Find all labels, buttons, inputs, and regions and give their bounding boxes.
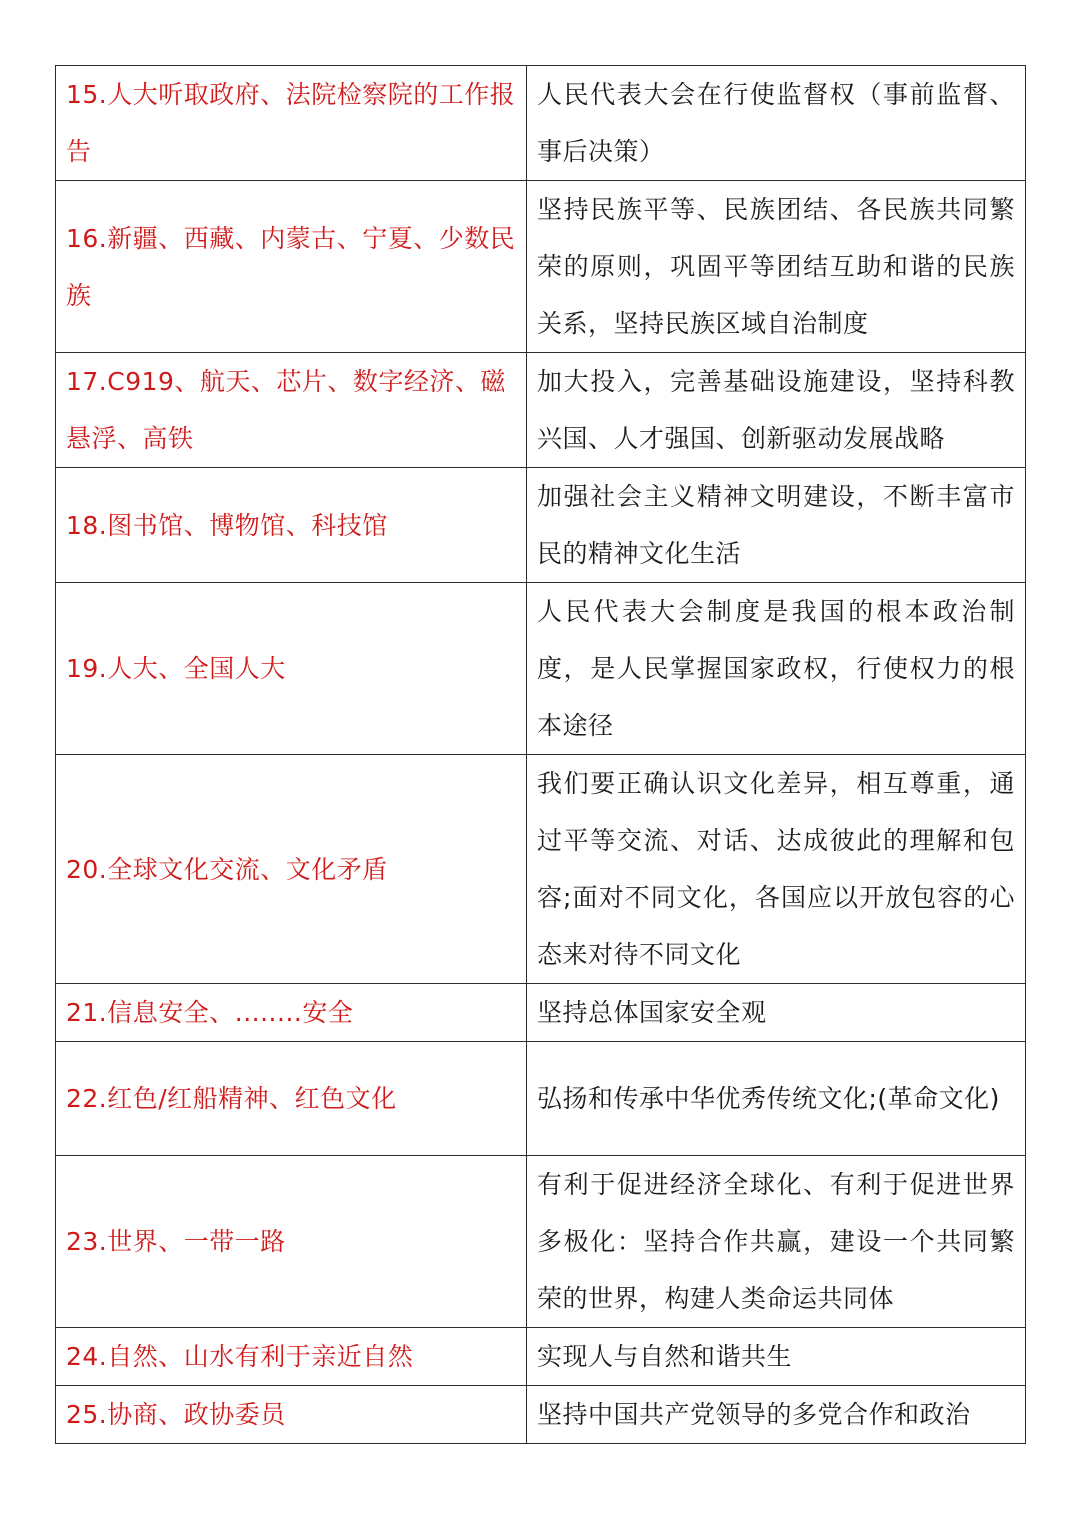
table-row	[56, 1386, 1026, 1444]
topic-cell: 20.全球文化交流、文化矛盾	[56, 755, 527, 984]
answer-cell: 实现人与自然和谐共生	[527, 1328, 1026, 1386]
answer-cell: 加大投入，完善基础设施建设，坚持科教兴国、人才强国、创新驱动发展战略	[527, 353, 1026, 468]
topic-cell: 19.人大、全国人大	[56, 583, 527, 755]
answer-cell: 我们要正确认识文化差异，相互尊重，通过平等交流、对话、达成彼此的理解和包容;面对不同文化，各国应以开放包容的心态来对待不同文化	[527, 755, 1026, 984]
table-row	[56, 181, 1026, 353]
answer-cell: 坚持总体国家安全观	[527, 984, 1026, 1042]
table-row	[56, 583, 1026, 755]
qa-table	[55, 65, 1026, 1444]
topic-cell: 15.人大听取政府、法院检察院的工作报告	[56, 66, 527, 181]
topic-cell: 17.C919、航天、芯片、数字经济、磁悬浮、高铁	[56, 353, 527, 468]
table-row	[56, 353, 1026, 468]
topic-cell: 18.图书馆、博物馆、科技馆	[56, 468, 527, 583]
topic-cell: 24.自然、山水有利于亲近自然	[56, 1328, 527, 1386]
answer-cell: 弘扬和传承中华优秀传统文化;(革命文化)	[527, 1042, 1026, 1156]
qa-table-container	[55, 65, 1025, 1444]
topic-cell: 16.新疆、西藏、内蒙古、宁夏、少数民族	[56, 181, 527, 353]
table-row	[56, 468, 1026, 583]
answer-cell: 人民代表大会在行使监督权（事前监督、事后决策）	[527, 66, 1026, 181]
answer-cell: 有利于促进经济全球化、有利于促进世界多极化：坚持合作共赢，建设一个共同繁荣的世界，构建人类命运共同体	[527, 1156, 1026, 1328]
topic-cell: 23.世界、一带一路	[56, 1156, 527, 1328]
answer-cell: 坚持民族平等、民族团结、各民族共同繁荣的原则，巩固平等团结互助和谐的民族关系，坚持民族区域自治制度	[527, 181, 1026, 353]
answer-cell: 人民代表大会制度是我国的根本政治制度，是人民掌握国家政权，行使权力的根本途径	[527, 583, 1026, 755]
table-row	[56, 1156, 1026, 1328]
table-row	[56, 1042, 1026, 1156]
table-row	[56, 755, 1026, 984]
table-row	[56, 1328, 1026, 1386]
topic-cell: 22.红色/红船精神、红色文化	[56, 1042, 527, 1156]
table-row	[56, 984, 1026, 1042]
table-row	[56, 66, 1026, 181]
answer-cell: 加强社会主义精神文明建设，不断丰富市民的精神文化生活	[527, 468, 1026, 583]
topic-cell: 25.协商、政协委员	[56, 1386, 527, 1444]
topic-cell: 21.信息安全、........安全	[56, 984, 527, 1042]
answer-cell: 坚持中国共产党领导的多党合作和政治	[527, 1386, 1026, 1444]
